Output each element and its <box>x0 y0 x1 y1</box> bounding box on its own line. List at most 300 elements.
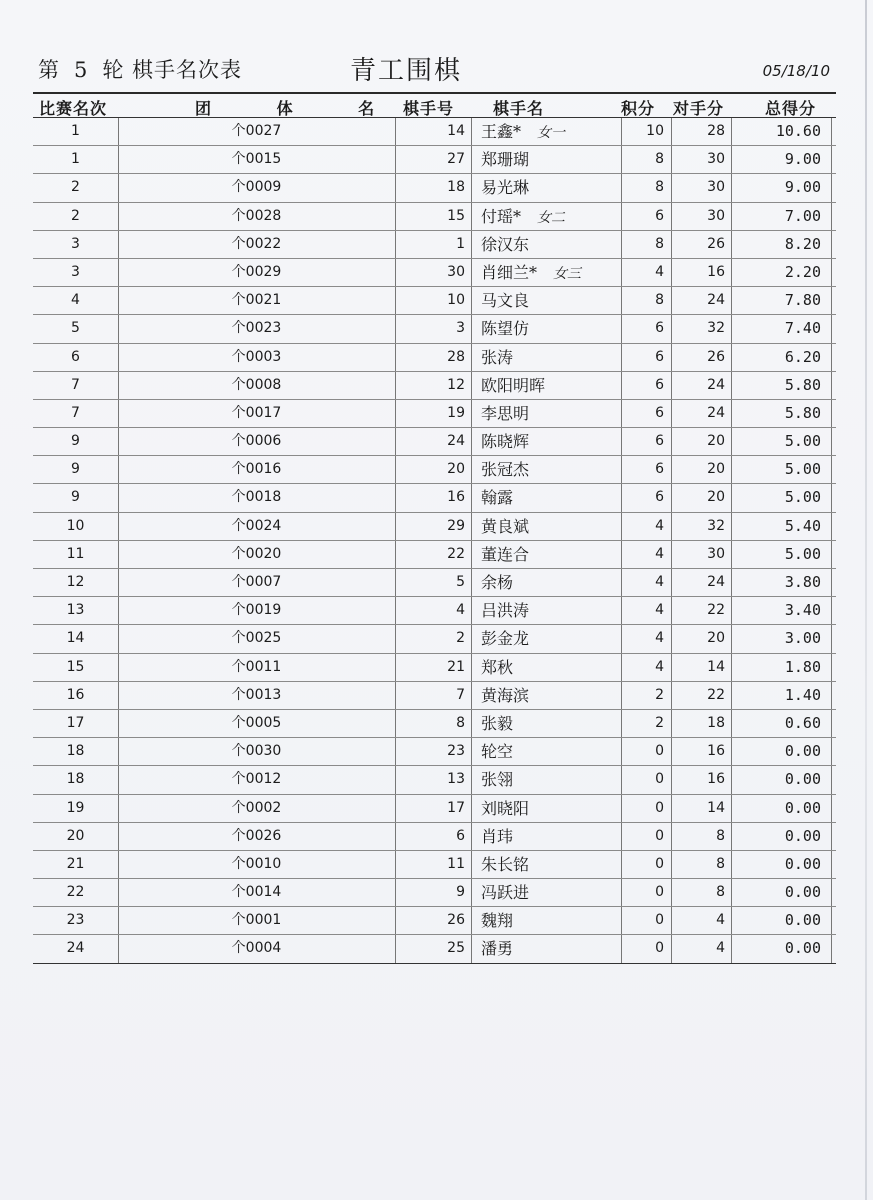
team-cell-text: 个0011 <box>231 658 282 675</box>
score-cell-text: 0 <box>655 855 664 872</box>
player-no-cell-text: 19 <box>447 404 465 421</box>
player-name-cell <box>481 231 621 258</box>
table-row <box>33 907 836 935</box>
total-cell-text: 5.00 <box>784 488 821 507</box>
column-divider <box>671 203 672 230</box>
score-cell <box>621 569 664 596</box>
player-name-cell <box>481 259 621 286</box>
rank-cell-text: 15 <box>66 658 85 675</box>
rank-cell <box>33 344 118 371</box>
rank-cell <box>33 766 118 793</box>
player-name-cell-text: 吕洪涛 <box>481 601 530 621</box>
player-name-cell <box>481 738 621 765</box>
score-cell-text: 0 <box>655 912 664 929</box>
column-divider <box>471 344 472 371</box>
table-row <box>33 344 836 372</box>
table-row <box>33 231 836 259</box>
column-divider <box>671 597 672 624</box>
player-no-cell <box>395 682 465 709</box>
rank-cell <box>33 625 118 652</box>
score-cell-text: 6 <box>655 404 664 421</box>
player-no-cell-text: 15 <box>447 207 465 224</box>
player-no-cell <box>395 513 465 540</box>
team-cell <box>118 625 405 652</box>
total-cell <box>733 654 821 681</box>
opponent-score-cell-text: 24 <box>707 376 725 393</box>
rank-cell <box>33 851 118 878</box>
total-cell-text: 9.00 <box>784 150 821 169</box>
table-row <box>33 203 836 231</box>
player-no-cell <box>395 851 465 878</box>
column-divider <box>731 118 732 145</box>
team-cell-text: 个0019 <box>231 602 282 619</box>
score-cell <box>621 682 664 709</box>
column-divider <box>831 766 832 793</box>
table-row <box>33 766 836 794</box>
total-cell <box>733 569 821 596</box>
score-cell <box>621 174 664 201</box>
score-cell <box>621 231 664 258</box>
rank-cell <box>33 710 118 737</box>
column-divider <box>671 118 672 145</box>
rank-cell <box>33 315 118 342</box>
opponent-score-cell <box>673 823 725 850</box>
opponent-score-cell <box>673 625 725 652</box>
rank-cell-text: 7 <box>71 404 80 421</box>
score-cell <box>621 428 664 455</box>
rank-cell <box>33 907 118 934</box>
column-divider <box>731 710 732 737</box>
total-cell-text: 2.20 <box>784 262 821 281</box>
player-no-cell-text: 25 <box>447 940 465 957</box>
score-cell-text: 6 <box>655 376 664 393</box>
total-cell-text: 0.00 <box>784 826 821 845</box>
rank-cell <box>33 400 118 427</box>
rank-cell <box>33 203 118 230</box>
team-cell-text: 个0018 <box>231 489 282 506</box>
player-no-cell-text: 28 <box>447 348 465 365</box>
column-divider <box>831 428 832 455</box>
team-cell <box>118 400 405 427</box>
rank-cell <box>33 795 118 822</box>
total-cell <box>733 541 821 568</box>
handwritten-note: 女一 <box>537 125 566 141</box>
team-cell-text: 个0007 <box>231 574 282 590</box>
column-divider <box>831 851 832 878</box>
score-cell-text: 6 <box>655 461 664 478</box>
total-cell-text: 3.00 <box>784 629 821 648</box>
column-divider <box>731 146 732 173</box>
rank-cell-text: 6 <box>71 348 80 365</box>
column-divider <box>671 484 672 511</box>
team-cell-text: 个0001 <box>231 912 282 929</box>
player-no-cell-text: 1 <box>456 235 465 252</box>
opponent-score-cell <box>673 344 725 371</box>
total-cell-text: 0.00 <box>784 770 821 789</box>
total-cell-text: 5.80 <box>784 375 821 394</box>
table-row <box>33 795 836 823</box>
opponent-score-cell-text: 26 <box>707 235 725 252</box>
score-cell-text: 4 <box>655 545 664 562</box>
team-cell-text: 个0004 <box>231 940 282 957</box>
opponent-score-cell <box>673 935 725 962</box>
total-cell <box>733 428 821 455</box>
total-cell <box>733 879 821 906</box>
player-no-cell <box>395 400 465 427</box>
player-no-cell-text: 5 <box>456 574 465 590</box>
team-cell <box>118 907 405 934</box>
rank-cell <box>33 287 118 314</box>
rank-cell <box>33 146 118 173</box>
rank-cell <box>33 823 118 850</box>
total-cell <box>733 287 821 314</box>
player-no-cell <box>395 907 465 934</box>
column-divider <box>471 203 472 230</box>
player-no-cell <box>395 456 465 483</box>
player-name-cell <box>481 654 621 681</box>
player-name-cell-text: 朱长铭 <box>481 854 530 874</box>
player-no-cell-text: 23 <box>447 743 465 760</box>
opponent-score-cell <box>673 484 725 511</box>
opponent-score-cell <box>673 795 725 822</box>
player-no-cell-text: 7 <box>456 686 465 703</box>
column-divider <box>471 935 472 962</box>
rank-cell-text: 9 <box>71 489 80 506</box>
column-divider <box>831 456 832 483</box>
table-row <box>33 710 836 738</box>
player-name-cell <box>481 907 621 934</box>
team-cell-text: 个0010 <box>231 855 282 872</box>
player-name-cell <box>481 569 621 596</box>
player-no-cell <box>395 287 465 314</box>
score-cell <box>621 315 664 342</box>
rank-cell-text: 2 <box>71 179 80 196</box>
score-cell <box>621 710 664 737</box>
player-name-cell-text: 张涛 <box>481 347 514 367</box>
team-cell <box>118 118 405 145</box>
column-divider <box>671 654 672 681</box>
rank-cell-text: 1 <box>71 123 80 139</box>
column-divider <box>671 795 672 822</box>
column-headers <box>33 94 836 118</box>
score-cell-text: 10 <box>646 123 664 139</box>
column-divider <box>731 879 732 906</box>
rank-cell <box>33 541 118 568</box>
score-cell <box>621 372 664 399</box>
column-divider <box>731 372 732 399</box>
opponent-score-cell <box>673 766 725 793</box>
total-cell <box>733 513 821 540</box>
column-divider <box>471 597 472 624</box>
player-no-cell <box>395 344 465 371</box>
total-cell <box>733 315 821 342</box>
column-divider <box>471 456 472 483</box>
total-cell-text: 7.80 <box>784 291 821 310</box>
opponent-score-cell-text: 16 <box>707 263 725 280</box>
handwritten-note: 女二 <box>537 209 566 226</box>
player-name-cell-text: 付瑶* <box>481 206 522 226</box>
rank-cell-text: 7 <box>71 376 80 393</box>
opponent-score-cell-text: 8 <box>716 884 725 901</box>
player-no-cell <box>395 315 465 342</box>
score-cell-text: 4 <box>655 263 664 280</box>
team-cell <box>118 315 405 342</box>
column-divider <box>831 287 832 314</box>
player-no-cell-text: 27 <box>447 151 465 168</box>
round-title <box>38 54 242 84</box>
team-cell-text: 个0005 <box>231 714 282 731</box>
rank-cell-text: 5 <box>71 320 80 337</box>
opponent-score-cell-text: 22 <box>707 602 725 619</box>
player-no-cell <box>395 738 465 765</box>
player-no-cell <box>395 174 465 201</box>
column-divider <box>831 315 832 342</box>
team-cell-text: 个0015 <box>231 151 282 168</box>
player-no-cell-text: 22 <box>447 545 465 562</box>
player-no-cell-text: 16 <box>447 489 465 506</box>
rank-cell-text: 17 <box>66 714 85 731</box>
rank-cell-text: 16 <box>66 686 85 703</box>
score-cell-text: 6 <box>655 489 664 506</box>
score-cell-text: 0 <box>655 799 664 816</box>
player-no-cell-text: 2 <box>456 630 465 647</box>
rank-cell <box>33 569 118 596</box>
player-name-cell <box>481 795 621 822</box>
player-name-cell <box>481 174 621 201</box>
team-cell <box>118 428 405 455</box>
player-no-cell-text: 12 <box>447 376 465 393</box>
player-name-cell-text: 肖细兰* <box>481 262 538 282</box>
score-cell-text: 4 <box>655 658 664 675</box>
column-divider <box>471 795 472 822</box>
total-cell-text: 5.00 <box>784 460 821 479</box>
table-row <box>33 935 836 963</box>
player-name-cell <box>481 203 621 230</box>
score-cell <box>621 654 664 681</box>
rank-cell-text: 24 <box>66 940 85 957</box>
opponent-score-cell <box>673 597 725 624</box>
column-divider <box>671 456 672 483</box>
score-cell <box>621 287 664 314</box>
opponent-score-cell-text: 30 <box>707 207 725 224</box>
column-divider <box>471 907 472 934</box>
total-cell-text: 5.00 <box>784 432 821 451</box>
opponent-score-cell <box>673 400 725 427</box>
player-no-cell-text: 18 <box>447 179 465 196</box>
column-divider <box>831 146 832 173</box>
rank-cell-text: 20 <box>66 827 85 844</box>
rank-cell-text: 11 <box>66 545 85 562</box>
column-divider <box>731 795 732 822</box>
column-divider <box>671 428 672 455</box>
team-cell-text: 个0008 <box>231 376 282 393</box>
score-cell <box>621 935 664 962</box>
rank-cell-text: 4 <box>71 292 80 309</box>
score-cell-text: 8 <box>655 151 664 168</box>
player-name-cell-text: 易光琳 <box>481 178 530 198</box>
column-divider <box>831 935 832 962</box>
opponent-score-cell <box>673 231 725 258</box>
player-name-cell-text: 张冠杰 <box>481 460 530 480</box>
column-divider <box>831 541 832 568</box>
player-name-cell-text: 冯跃进 <box>481 883 530 903</box>
player-name-cell <box>481 456 621 483</box>
column-divider <box>731 231 732 258</box>
total-cell <box>733 146 821 173</box>
player-name-cell-text: 王鑫* <box>481 122 522 141</box>
column-divider <box>831 879 832 906</box>
table-row <box>33 287 836 315</box>
player-name-cell <box>481 710 621 737</box>
table-row <box>33 315 836 343</box>
player-no-cell <box>395 541 465 568</box>
table-row <box>33 569 836 597</box>
opponent-score-cell-text: 30 <box>707 545 725 562</box>
column-divider <box>831 654 832 681</box>
opponent-score-cell <box>673 513 725 540</box>
team-cell <box>118 541 405 568</box>
team-cell <box>118 484 405 511</box>
opponent-score-cell <box>673 710 725 737</box>
column-divider <box>671 625 672 652</box>
column-divider <box>731 315 732 342</box>
player-no-cell-text: 8 <box>456 714 465 731</box>
handwritten-note: 女三 <box>553 265 582 282</box>
opponent-score-cell <box>673 851 725 878</box>
column-divider <box>731 682 732 709</box>
column-divider <box>471 766 472 793</box>
opponent-score-cell <box>673 174 725 201</box>
column-divider <box>671 766 672 793</box>
player-name-cell <box>481 315 621 342</box>
rank-cell <box>33 935 118 962</box>
team-cell-text: 个0022 <box>231 235 282 252</box>
table-row <box>33 682 836 710</box>
column-divider <box>831 513 832 540</box>
player-no-cell-text: 21 <box>447 658 465 675</box>
rank-cell <box>33 513 118 540</box>
player-no-cell-text: 9 <box>456 884 465 901</box>
player-no-cell-text: 10 <box>447 292 465 309</box>
opponent-score-cell-text: 14 <box>707 799 725 816</box>
team-cell-text: 个0020 <box>231 545 282 562</box>
opponent-score-cell-text: 4 <box>716 912 725 929</box>
document-header <box>38 52 838 86</box>
opponent-score-cell <box>673 456 725 483</box>
team-cell <box>118 823 405 850</box>
total-cell <box>733 795 821 822</box>
player-name-cell <box>481 625 621 652</box>
column-divider <box>471 146 472 173</box>
player-name-cell-text: 黄海滨 <box>481 685 530 705</box>
column-divider <box>831 372 832 399</box>
opponent-score-cell-text: 20 <box>707 630 725 647</box>
column-divider <box>831 907 832 934</box>
opponent-score-cell-text: 24 <box>707 574 725 590</box>
opponent-score-cell-text: 8 <box>716 827 725 844</box>
team-cell-text: 个0013 <box>231 686 282 703</box>
player-name-cell-text: 魏翔 <box>481 911 514 931</box>
column-divider <box>471 879 472 906</box>
column-divider <box>731 513 732 540</box>
column-divider <box>671 541 672 568</box>
rank-cell <box>33 654 118 681</box>
score-cell <box>621 259 664 286</box>
opponent-score-cell-text: 32 <box>707 517 725 534</box>
column-divider <box>731 766 732 793</box>
opponent-score-cell <box>673 879 725 906</box>
player-name-cell <box>481 484 621 511</box>
player-no-cell-text: 14 <box>447 123 465 139</box>
column-divider <box>671 569 672 596</box>
total-cell <box>733 738 821 765</box>
column-divider <box>731 259 732 286</box>
column-divider <box>471 569 472 596</box>
team-cell-text: 个0021 <box>231 292 282 309</box>
team-cell-text: 个0025 <box>231 630 282 647</box>
total-cell-text: 10.60 <box>775 122 821 140</box>
score-cell <box>621 823 664 850</box>
player-no-cell-text: 26 <box>447 912 465 929</box>
total-cell <box>733 372 821 399</box>
total-cell <box>733 597 821 624</box>
score-cell-text: 0 <box>655 743 664 760</box>
player-name-cell-text: 欧阳明晖 <box>481 375 546 395</box>
team-cell-text: 个0003 <box>231 348 282 365</box>
player-name-cell-text: 黄良斌 <box>481 516 530 536</box>
player-name-cell-text: 陈望仿 <box>481 319 530 339</box>
rank-cell-text: 22 <box>66 884 85 901</box>
column-divider <box>471 287 472 314</box>
column-divider <box>471 710 472 737</box>
total-cell <box>733 710 821 737</box>
table-row <box>33 597 836 625</box>
table-row <box>33 738 836 766</box>
column-divider <box>831 823 832 850</box>
player-no-cell <box>395 259 465 286</box>
total-cell-text: 7.00 <box>784 206 821 225</box>
opponent-score-cell-text: 18 <box>707 714 725 731</box>
table-row <box>33 851 836 879</box>
score-cell <box>621 400 664 427</box>
table-row <box>33 259 836 287</box>
team-cell <box>118 597 405 624</box>
rank-cell-text: 12 <box>66 574 85 590</box>
column-divider <box>471 851 472 878</box>
team-cell <box>118 766 405 793</box>
score-cell <box>621 344 664 371</box>
opponent-score-cell-text: 16 <box>707 771 725 788</box>
total-cell <box>733 851 821 878</box>
score-cell-text: 4 <box>655 517 664 534</box>
total-cell <box>733 203 821 230</box>
table-row <box>33 654 836 682</box>
rank-cell <box>33 738 118 765</box>
team-cell <box>118 682 405 709</box>
rank-cell <box>33 682 118 709</box>
column-divider <box>731 654 732 681</box>
player-name-cell <box>481 851 621 878</box>
team-cell <box>118 738 405 765</box>
score-cell-text: 6 <box>655 320 664 337</box>
total-cell-text: 0.00 <box>784 939 821 958</box>
player-no-cell-text: 13 <box>447 771 465 788</box>
total-cell <box>733 907 821 934</box>
column-divider <box>671 682 672 709</box>
player-no-cell <box>395 766 465 793</box>
team-cell-text: 个0023 <box>231 320 282 337</box>
score-cell <box>621 484 664 511</box>
